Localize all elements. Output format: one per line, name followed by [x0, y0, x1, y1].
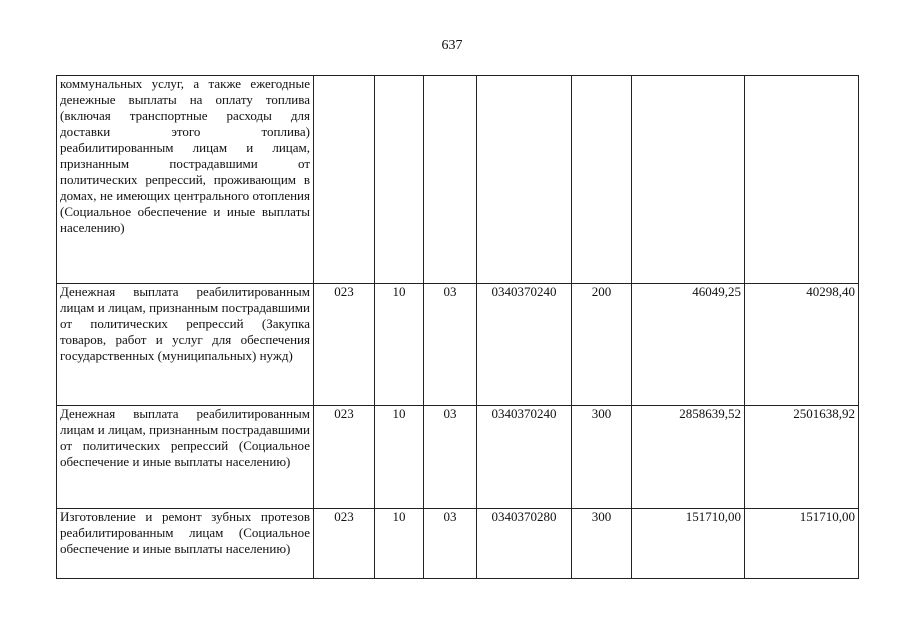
ministry-code: 023	[314, 406, 375, 509]
amount-1: 151710,00	[632, 509, 745, 579]
subsection-code	[424, 76, 477, 284]
target-article-code: 0340370240	[477, 406, 572, 509]
section-code: 10	[375, 509, 424, 579]
expense-type-code: 300	[572, 406, 632, 509]
subsection-code: 03	[424, 406, 477, 509]
expense-type-code	[572, 76, 632, 284]
row-description: коммунальных услуг, а также ежегодные денежные выплаты на оплату топлива (включая транспортные расходы для доставки этого топлива) реабилитированным лицам и лицам, признанным пострадавшими от политических репрессий, проживающим в домах, не имеющих центрального отопления (Социальное обеспечение и иные выплаты населению)	[57, 76, 314, 284]
row-description: Денежная выплата реабилитированным лицам и лицам, признанным пострадавшими от политических репрессий (Закупка товаров, работ и услуг для обеспечения государственных (муниципальных) нужд)	[57, 284, 314, 406]
budget-table	[56, 75, 859, 579]
amount-1	[632, 76, 745, 284]
row-description: Изготовление и ремонт зубных протезов реабилитированным лицам (Социальное обеспечение и иные выплаты населению)	[57, 509, 314, 579]
table-row	[57, 76, 859, 284]
target-article-code	[477, 76, 572, 284]
expense-type-code: 200	[572, 284, 632, 406]
amount-2: 40298,40	[745, 284, 859, 406]
subsection-code: 03	[424, 284, 477, 406]
section-code	[375, 76, 424, 284]
target-article-code: 0340370240	[477, 284, 572, 406]
target-article-code: 0340370280	[477, 509, 572, 579]
row-description: Денежная выплата реабилитированным лицам и лицам, признанным пострадавшими от политических репрессий (Социальное обеспечение и иные выплаты населению)	[57, 406, 314, 509]
amount-1: 2858639,52	[632, 406, 745, 509]
section-code: 10	[375, 284, 424, 406]
section-code: 10	[375, 406, 424, 509]
amount-2	[745, 76, 859, 284]
ministry-code: 023	[314, 284, 375, 406]
table-row	[57, 284, 859, 406]
amount-1: 46049,25	[632, 284, 745, 406]
amount-2: 151710,00	[745, 509, 859, 579]
table-row	[57, 406, 859, 509]
table-row	[57, 509, 859, 579]
subsection-code: 03	[424, 509, 477, 579]
ministry-code: 023	[314, 509, 375, 579]
amount-2: 2501638,92	[745, 406, 859, 509]
ministry-code	[314, 76, 375, 284]
page-number: 637	[441, 38, 463, 53]
expense-type-code: 300	[572, 509, 632, 579]
